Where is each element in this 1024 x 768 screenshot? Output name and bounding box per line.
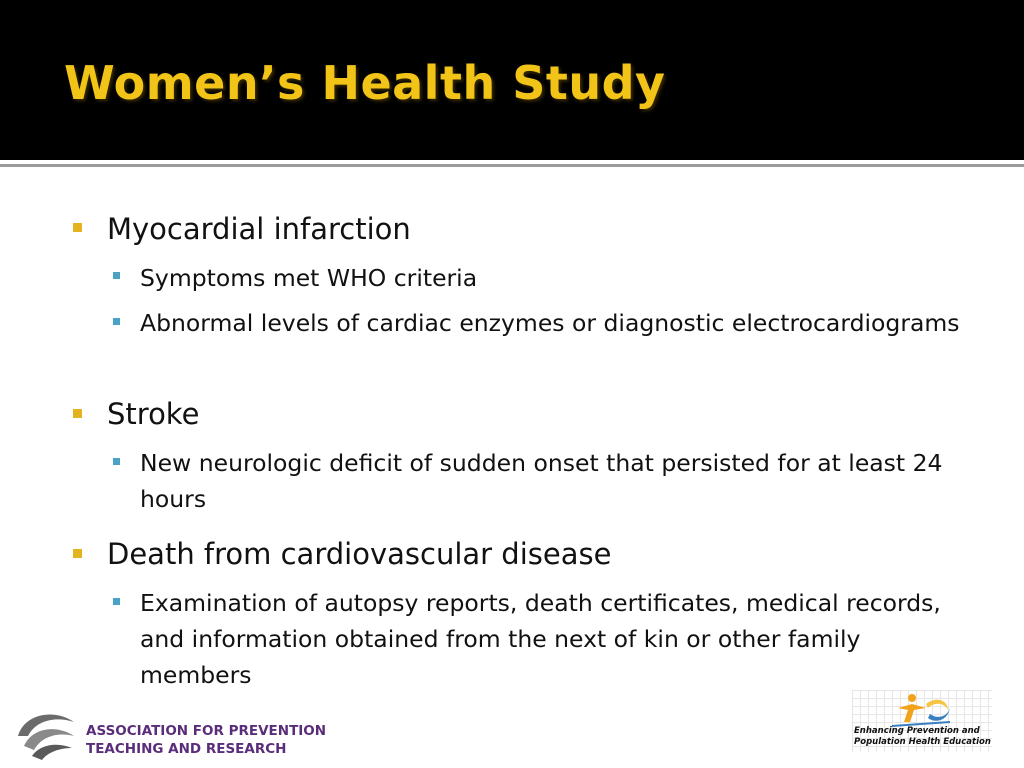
- sub-bullet-neurologic-deficit: New neurologic deficit of sudden onset that persisted for at least 24 hours: [140, 449, 943, 513]
- enhancing-prevention-text: [854, 726, 991, 748]
- aptr-logo-icon: [14, 706, 78, 760]
- figure-logo-icon: [890, 692, 952, 728]
- bullet-stroke: Stroke: [107, 397, 200, 431]
- aptr-logo-text: [86, 722, 326, 758]
- aptr-logo: [14, 702, 354, 762]
- bullet-cvd-death: Death from cardiovascular disease: [107, 537, 612, 571]
- sub-bullet-cardiac-enzymes: Abnormal levels of cardiac enzymes or diagnostic electrocardiograms: [140, 309, 960, 337]
- sub-bullet-marker: [113, 272, 120, 279]
- bullet-myocardial-infarction: Myocardial infarction: [107, 212, 411, 246]
- sub-bullet-who-criteria: Symptoms met WHO criteria: [140, 264, 478, 292]
- ep-line1: Enhancing Prevention and: [854, 726, 980, 736]
- aptr-line1: ASSOCIATION FOR PREVENTION: [86, 723, 327, 739]
- sub-bullet-marker: [113, 318, 120, 325]
- ep-line2: Population Health Education: [854, 737, 991, 747]
- slide-title: Women’s Health Study: [64, 56, 666, 110]
- sub-bullet-autopsy-records: Examination of autopsy reports, death certificates, medical records, and information obtained from the next of kin or other family members: [140, 589, 941, 689]
- sub-bullet-marker: [113, 458, 120, 465]
- sub-bullet-marker: [113, 598, 120, 605]
- bullet-marker: [73, 549, 82, 558]
- aptr-line2: TEACHING AND RESEARCH: [86, 741, 287, 757]
- bullet-marker: [73, 409, 82, 418]
- enhancing-prevention-logo: [852, 690, 992, 752]
- bullet-marker: [73, 223, 82, 232]
